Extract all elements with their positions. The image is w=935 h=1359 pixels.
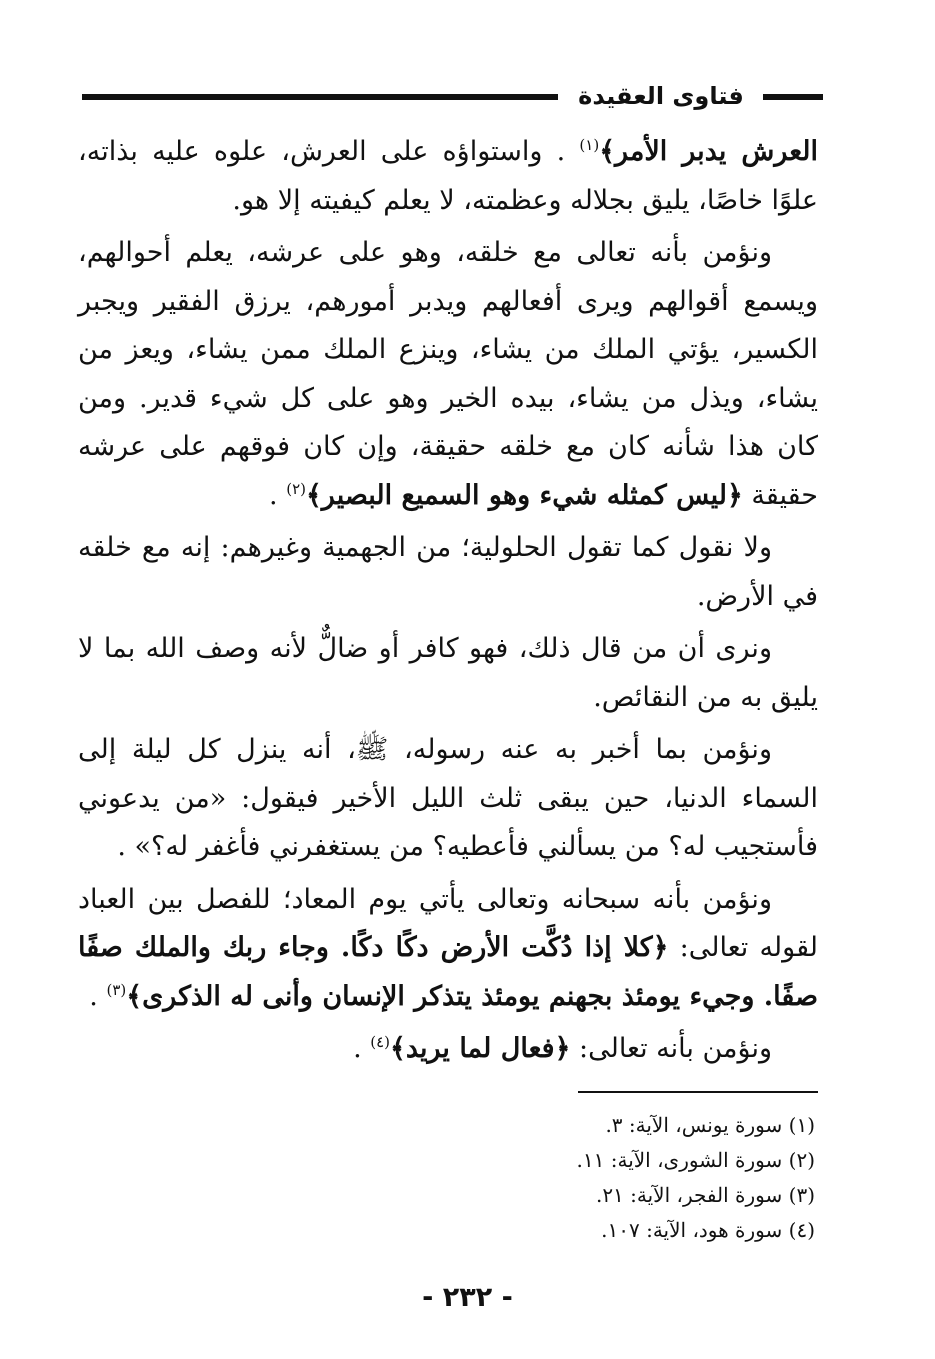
paragraph xyxy=(78,524,818,621)
footnote-marker: (١) xyxy=(579,136,600,154)
paragraph xyxy=(78,876,818,1022)
footnote-item xyxy=(480,1178,815,1213)
quran-quote: ﴿ليس كمثله شيء وهو السميع البصير﴾ xyxy=(305,479,743,511)
header-title: فتاوى العقيدة xyxy=(578,82,744,110)
footnote-text: سورة يونس، الآية: ٣. xyxy=(605,1113,783,1137)
text-run: . واستواؤه على العرش، علوه عليه بذاته، علوًا خاصًا، يليق بجلاله وعظمته، لا يعلم كيفيته إلا هو. xyxy=(78,136,818,216)
text-run: . xyxy=(353,1033,371,1064)
paragraph xyxy=(78,1025,818,1074)
footnotes xyxy=(480,1108,815,1248)
paragraph xyxy=(78,726,818,872)
running-header xyxy=(78,76,823,116)
text-run: ونؤمن بما أخبر به عنه رسوله، ﷺ، أنه ينزل كل ليلة إلى السماء الدنيا، حين يبقى ثلث الليل الأخير فيقول: «من يدعوني فأستجيب له؟ من يسألني فأعطيه؟ من يستغفرني فأغفر له؟» . xyxy=(78,734,818,862)
footnote-marker: (٤) xyxy=(370,1033,391,1051)
paragraph xyxy=(78,625,818,722)
header-rule-short xyxy=(763,94,823,100)
footnote-text: سورة الفجر، الآية: ٢١. xyxy=(595,1183,783,1207)
footnote-item xyxy=(480,1143,815,1178)
quran-quote: العرش يدبر الأمر﴾ xyxy=(599,136,818,167)
header-rule-long xyxy=(82,94,558,100)
footnote-number: (٣) xyxy=(788,1183,815,1207)
footnote-number: (٢) xyxy=(788,1148,815,1172)
footnote-number: (١) xyxy=(788,1113,815,1137)
footnote-number: (٤) xyxy=(788,1218,815,1242)
paragraph xyxy=(78,128,818,225)
page-number: - ٢٣٢ - xyxy=(422,1282,513,1313)
text-run: ونؤمن بأنه تعالى: xyxy=(570,1033,772,1064)
footnote-marker: (٣) xyxy=(106,980,127,999)
quran-quote: ﴿فعال لما يريد﴾ xyxy=(390,1033,571,1064)
footnote-item xyxy=(480,1213,815,1248)
text-run: ونؤمن بأنه تعالى مع خلقه، وهو على عرشه، يعلم أحوالهم، ويسمع أقوالهم ويرى أفعالهم ويدبر أمورهم، يرزق الفقير ويجبر الكسير، يؤتي الملك من يشاء، وينزع الملك ممن يشاء، ويعز من يشاء، ويذل من يشاء، بيده الخير وهو على كل شيء قدير. ومن كان هذا شأنه كان مع خلقه حقيقة، وإن كان فوقهم على عرشه حقيقة xyxy=(78,237,818,511)
body-text xyxy=(78,128,818,1078)
text-run: ولا نقول كما تقول الحلولية؛ من الجهمية وغيرهم: إنه مع خلقه في الأرض. xyxy=(78,532,818,612)
text-run: ونؤمن بأنه سبحانه وتعالى يأتي يوم المعاد؛ للفصل بين العباد لقوله تعالى: xyxy=(78,883,818,963)
footnote-marker: (٢) xyxy=(286,479,306,498)
text-run: . xyxy=(269,479,287,511)
footnote-text: سورة الشورى، الآية: ١١. xyxy=(576,1148,783,1172)
paragraph xyxy=(78,229,818,520)
text-run: . xyxy=(89,980,107,1012)
footnote-item xyxy=(480,1108,815,1143)
footnote-text: سورة هود، الآية: ١٠٧. xyxy=(601,1218,783,1242)
footnote-separator xyxy=(578,1091,818,1093)
text-run: ونرى أن من قال ذلك، فهو كافر أو ضالٌّ لأنه وصف الله بما لا يليق به من النقائص. xyxy=(78,633,818,713)
quran-quote: ﴿كلا إذا دُكَّت الأرض دكًا دكًا. وجاء ربك والملك صفًا صفًا. وجيء يومئذ بجهنم يومئذ يتذكر الإنسان وأنى له الذكرى﴾ xyxy=(78,932,818,1012)
